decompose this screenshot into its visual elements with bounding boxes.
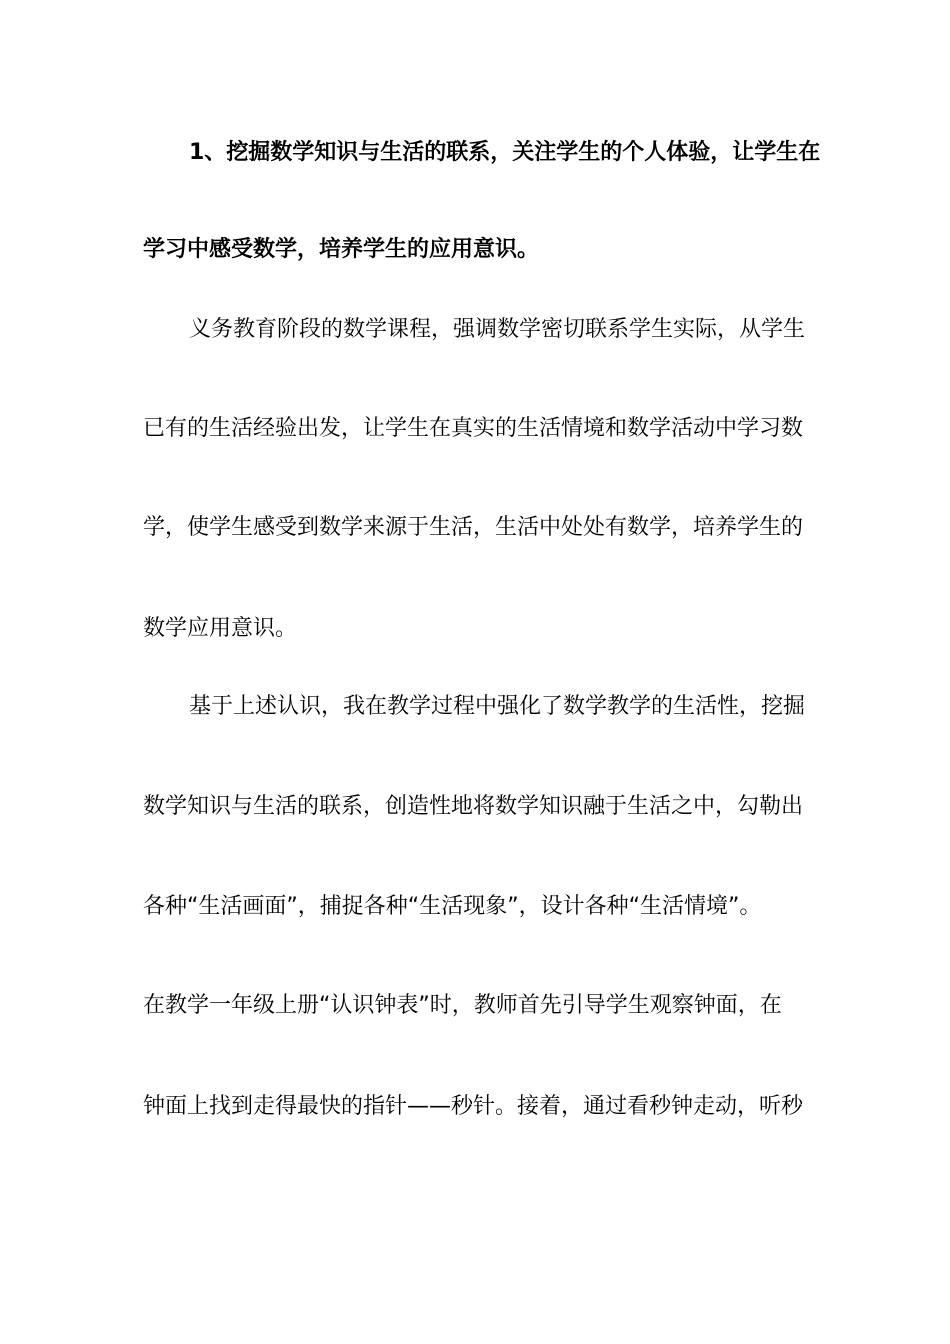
paragraph-1-line-2 [0,409,950,449]
paragraph-2-line-2 [0,787,950,827]
paragraph-2-text-1: 基于上述认识，我在教学过程中强化了数学教学的生活性，挖掘 [189,694,806,719]
paragraph-2-line-4 [0,986,950,1026]
paragraph-1-text-1: 义务教育阶段的数学课程，强调数学密切联系学生实际，从学生 [189,317,806,342]
heading-line-2 [0,230,950,270]
paragraph-1-line-3 [0,508,950,548]
heading-line-1 [0,133,950,173]
heading-text-2: 学习中感受数学，培养学生的应用意识。 [143,237,540,262]
paragraph-1-line-4 [0,609,950,649]
paragraph-2-line-3 [0,887,950,927]
paragraph-1-text-3: 学，使学生感受到数学来源于生活，生活中处处有数学，培养学生的 [143,515,804,540]
paragraph-2-text-5: 钟面上找到走得最快的指针——秒针。接着，通过看秒钟走动，听秒 [143,1094,804,1119]
paragraph-1-text-4: 数学应用意识。 [143,616,298,641]
paragraph-2-line-1 [0,687,950,727]
paragraph-2-text-2: 数学知识与生活的联系，创造性地将数学知识融于生活之中，勾勒出 [143,794,804,819]
paragraph-2-text-3: 各种“生活画面”，捕捉各种“生活现象”，设计各种“生活情境”。 [143,894,762,919]
paragraph-2-text-4: 在教学一年级上册“认识钟表”时，教师首先引导学生观察钟面，在 [143,993,782,1018]
heading-text-1: 1、挖掘数学知识与生活的联系，关注学生的个人体验，让学生在 [189,140,821,165]
paragraph-1-line-1 [0,310,950,350]
paragraph-2-line-5 [0,1087,950,1127]
paragraph-1-text-2: 已有的生活经验出发，让学生在真实的生活情境和数学活动中学习数 [143,416,804,441]
